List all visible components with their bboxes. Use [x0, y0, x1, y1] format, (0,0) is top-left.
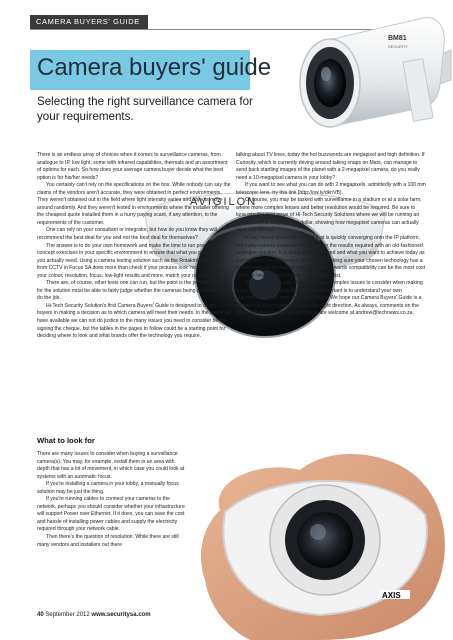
page-number: 40 [37, 612, 44, 618]
paragraph: One can rely on your consultant or integrator, but how do you know they will recommend the best deal for you and not the best deal for themselves? [37, 227, 217, 242]
section-tab: CAMERA BUYERS' GUIDE [30, 15, 148, 29]
bullet-brand-text: BM81 [388, 35, 407, 42]
section-heading: What to look for [37, 436, 95, 445]
paragraph: There is an endless array of choices when it comes to surveillance cameras, from analogue to IP, low light, some with infrared capabilities, thermals and an assortment of options for each. So how does your average camera buyer decide what the best option is for his/her needs? [37, 152, 228, 181]
paragraph: The answer is to do your own homework and make the time to run proof-of-concept exercises in your specific environment to ensure that what you get is what you actually need. Using a camera testing solution such as the Rotakin/Digikin test from CCTV in Focus SA does more than check if your pictures look 'nice.' It ensures your colour, resolution, focus, low-light results and more, match your needs. [37, 242, 226, 279]
paragraph: If you're installing a camera in your lobby, a manually focus solution may be just the thing. [37, 481, 179, 495]
page-footer [37, 612, 151, 618]
axis-camera-in-hand-image [180, 440, 453, 640]
paragraph: Hi-Tech Security Solution's first Camera Buyers' Guide is designed to assist buyers in making a decision as to which camera will meet their needs. In the space we have available we can not do justice to the many issues you need to consider before signing the cheque, but the tables in the pages to follow could be a starting point for deciding where to look and what brands offer the technology you require. [37, 302, 232, 340]
page-title: Camera buyers' guide [37, 54, 272, 81]
paragraph: There are many issues to consider when buying a surveillance camera(s). You may, for example, install them in an area with depth that has a lot of movement, in which case you could look at systems with an automatic focus. [37, 451, 185, 480]
footer-site: www.securitysa.com [91, 612, 151, 618]
bullet-brand-sub: SECURITY [388, 44, 409, 49]
paragraph: Of course, you may be tasked with surveillance in a stadium or at a solar farm, where more complex lenses and better resolution would be required. Be sure to tune into the next issue of Hi-Tech Security Solutions where we will be running an article on PPS, or pixels per dollar, showing how megapixel cameras can actually save you money. [236, 197, 422, 234]
paragraph: There are, of course, other tests one can run, but the point is the person paying for the solution must be able to fairly judge whether the cameras being purchased will do the job. [37, 280, 230, 302]
paragraph: talking about TV lines, today the hot buzzwords are megapixel and high definition. If Curiosity, which is currently driving around taking snaps on Mars, can manage to send back startling images of the planet with a 2-megapixel camera, do you really need a 10-megapixel camera in your lobby? [236, 152, 425, 181]
paragraph: You certainly can't rely on the specifications on the box. While nobody can say the claims of the vendors aren't accurate, they were obtained in perfect environments. They weren't obtained out in the field where light intensity varies and objects move around randomly. And they weren't tested in environments where the installer offering the cheapest quote installed them in a hurry paying scant, if any attention, to the requirements of the customer. [37, 182, 231, 226]
article-column-left-lower [37, 451, 187, 549]
paragraph: If you want to see what you can do with 2 megapixels, admittedly with a 100 mm telescopic lens, try this link (http://ow.ly/dknVB). [236, 182, 426, 196]
bullet-camera-image [268, 10, 453, 140]
article-column-left [37, 152, 232, 341]
footer-date: September 2012 [45, 612, 90, 618]
paragraph: If you're running cables to connect your cameras to the network, perhaps you should consider whether your infrastructure will support Power over Ethernet. If it does, you can save the cost and hassle of installing power cables and supply the electricity required through your network cable. [37, 496, 185, 533]
article-column-right [236, 152, 426, 318]
axis-brand-text: AXIS [382, 591, 401, 600]
paragraph: At the end of the day, there are many complex issues to consider when making a camera decision, possibly the most important is to understand your own requirements, both now and in the future. We hope our Camera Buyers' Guide is a simple first step in pointing you in the right direction. As always, comments on the guide and how to improve it in future are welcome at andrew@technews.co.za. [236, 280, 423, 317]
paragraph: Then there's the question of resolution. While there are still many vendors and installers out there [37, 534, 179, 548]
avigilon-brand-text: AVIGILON [190, 196, 258, 208]
paragraph: It may sound absurd in a world that is quickly converging onto the IP platform, but many camera installations will deliver the results required with an old-fashioned analogue solution. It is about what you need and what you want to achieve today as well as what you will need in the future. Making sure your chosen technology has a future roadmap as well as guaranteed backwards compatibility can be the most cost effective 'must-have' on your specifications list. [236, 235, 426, 279]
page-subtitle: Selecting the right surveillance camera for your requirements. [37, 95, 253, 123]
